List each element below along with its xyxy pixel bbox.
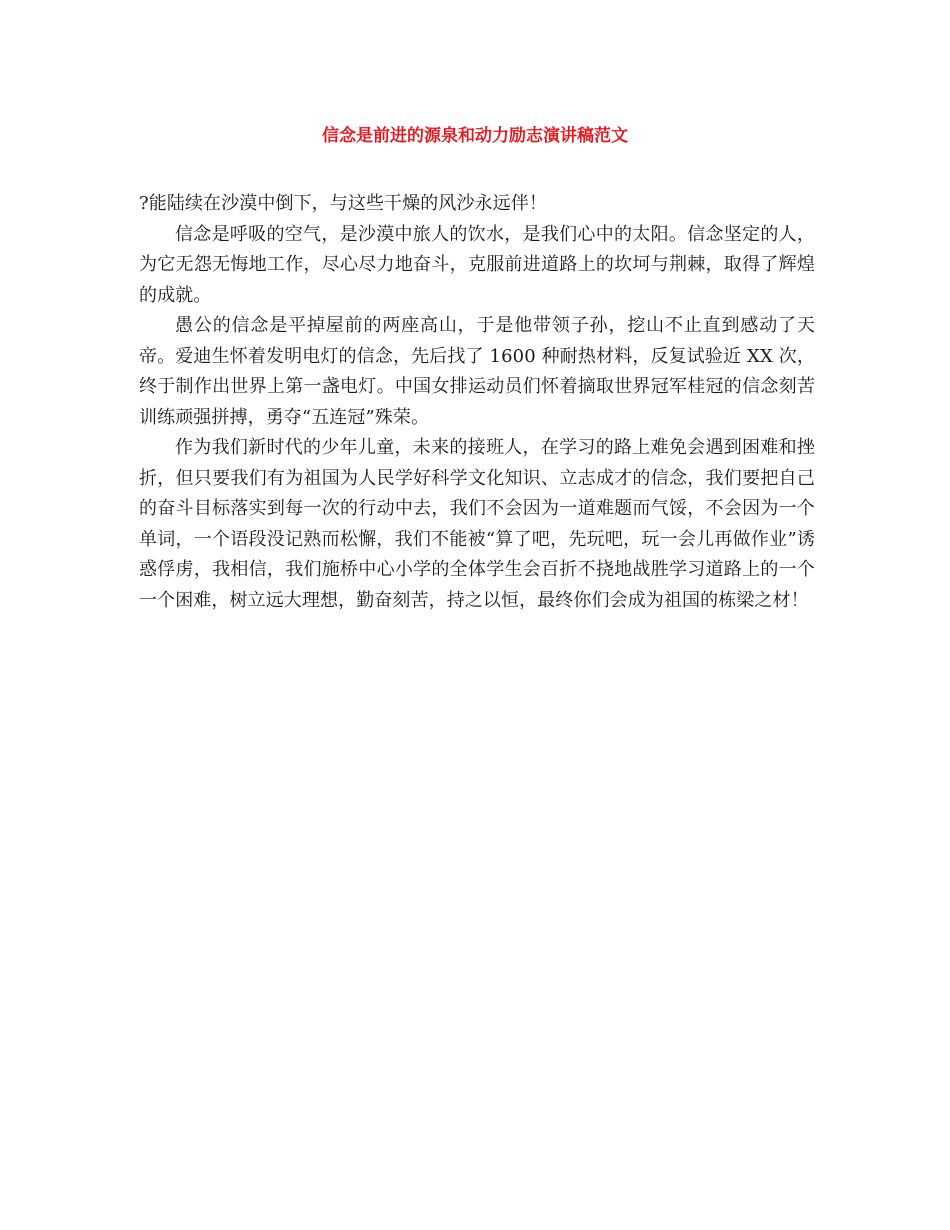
paragraph-2: 信念是呼吸的空气，是沙漠中旅人的饮水，是我们心中的太阳。信念坚定的人，为它无怨无悔地工作，尽心尽力地奋斗，克服前进道路上的坎坷与荆棘，取得了辉煌的成就。 (139, 223, 815, 306)
paragraph-1: ?能陆续在沙漠中倒下，与这些干燥的风沙永远伴！ (139, 193, 547, 214)
document-title: 信念是前进的源泉和动力励志演讲稿范文 (322, 126, 628, 146)
document-body (139, 189, 815, 616)
paragraph-3: 愚公的信念是平掉屋前的两座高山，于是他带领子孙，挖山不止直到感动了天帝。爱迪生怀着发明电灯的信念，先后找了 1600 种耐热材料，反复试验近 XX 次，终于制作出世界上第一盏电灯。中国女排运动员们怀着摘取世界冠军桂冠的信念刻苦训练顽强拼搏，勇夺“五连冠”殊荣。 (139, 315, 815, 428)
paragraph-4: 作为我们新时代的少年儿童，未来的接班人，在学习的路上难免会遇到困难和挫折，但只要我们有为祖国为人民学好科学文化知识、立志成才的信念，我们要把自己的奋斗目标落实到每一次的行动中去，我们不会因为一道难题而气馁，不会因为一个单词，一个语段没记熟而松懈，我们不能被“算了吧，先玩吧，玩一会儿再做作业”诱惑俘虏，我相信，我们施桥中心小学的全体学生会百折不挠地战胜学习道路上的一个一个困难，树立远大理想，勤奋刻苦，持之以恒，最终你们会成为祖国的栋梁之材！ (139, 437, 815, 611)
